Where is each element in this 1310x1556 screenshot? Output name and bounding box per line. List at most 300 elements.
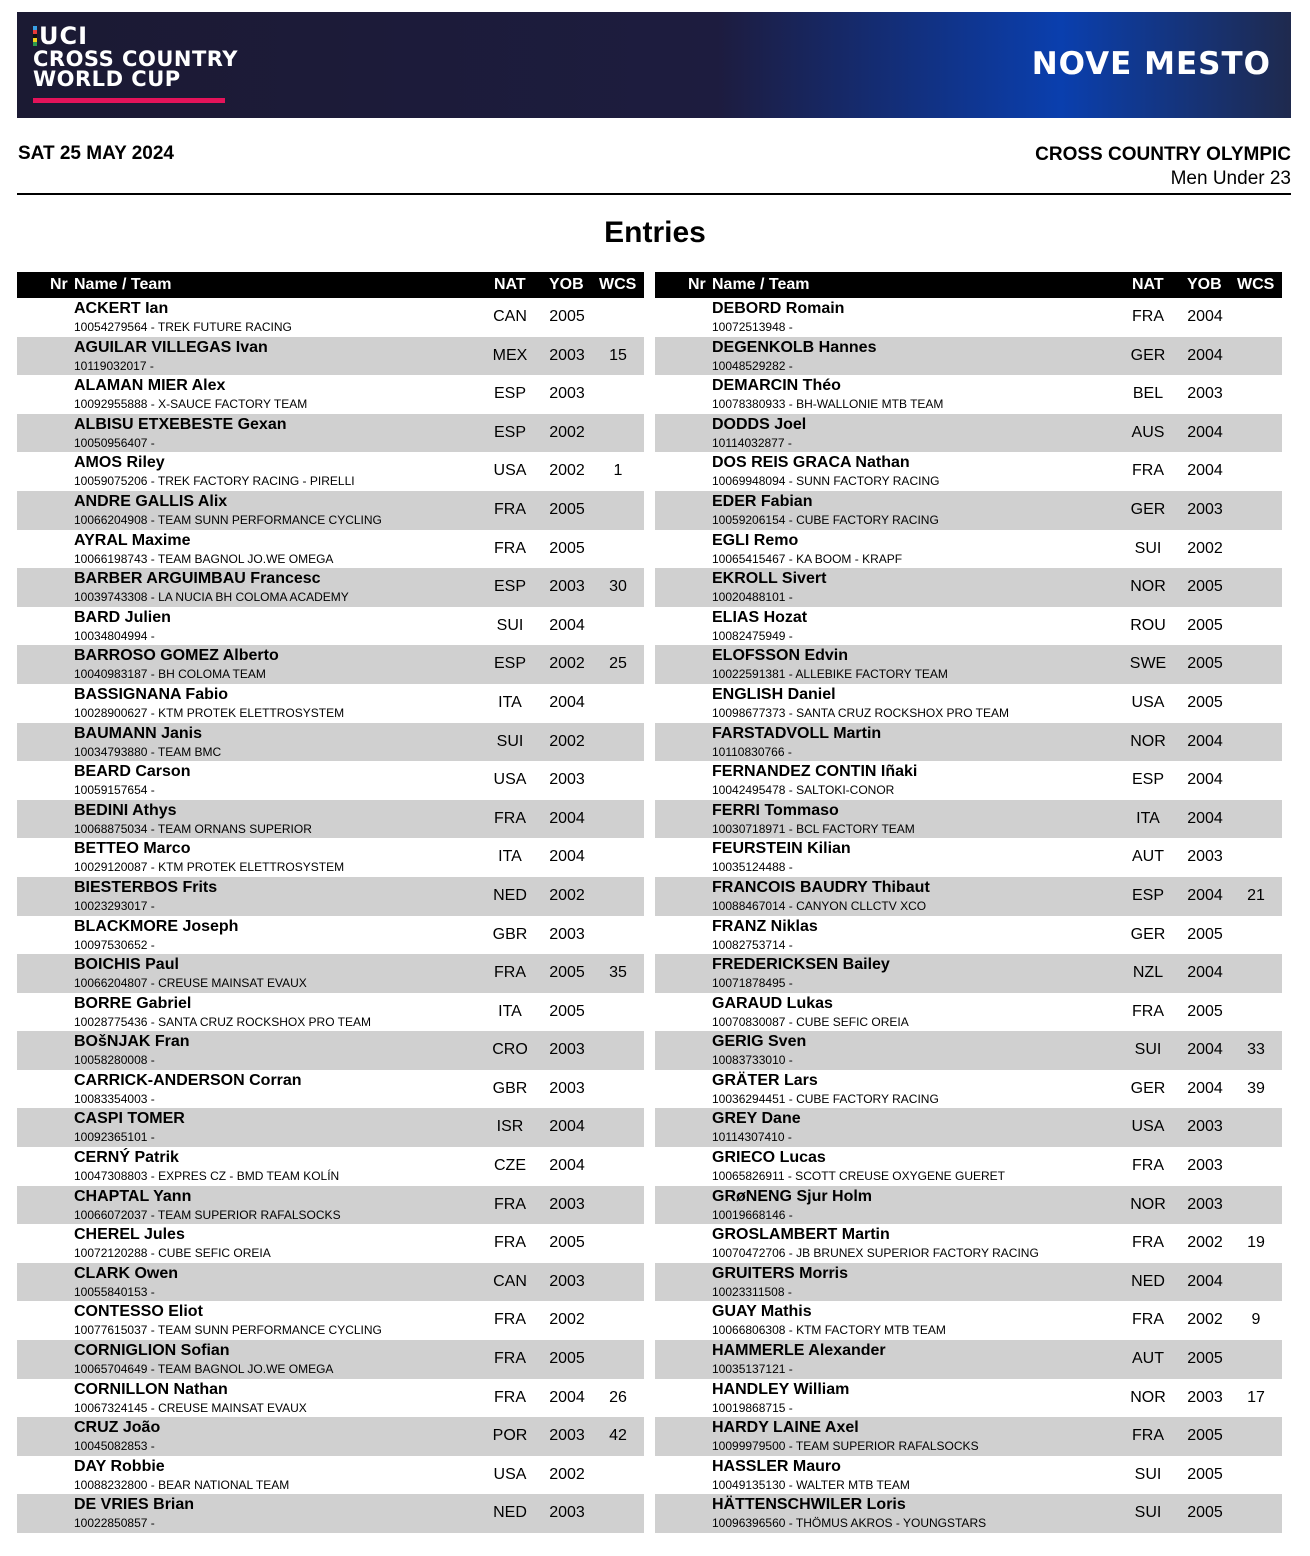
rider-team: 10099979500 - TEAM SUPERIOR RAFALSOCKS bbox=[712, 1439, 979, 1454]
table-row bbox=[17, 1417, 644, 1456]
rider-name: BEDINI Athys bbox=[74, 801, 177, 819]
rider-team: 10077615037 - TEAM SUNN PERFORMANCE CYCLING bbox=[74, 1323, 382, 1338]
table-row bbox=[655, 1070, 1282, 1109]
table-row bbox=[655, 954, 1282, 993]
col-yob: YOB bbox=[1187, 276, 1222, 293]
rider-name: CASPI TOMER bbox=[74, 1110, 185, 1128]
rider-nat: FRA bbox=[494, 1388, 526, 1406]
rider-team: 10054279564 - TREK FUTURE RACING bbox=[74, 320, 292, 334]
rider-yob: 2003 bbox=[1187, 385, 1223, 403]
table-row bbox=[655, 1031, 1282, 1070]
table-row bbox=[17, 838, 644, 877]
rider-name: DODDS Joel bbox=[712, 415, 807, 433]
rider-name: CONTESSO Eliot bbox=[74, 1303, 203, 1321]
rider-name: BOšNJAK Fran bbox=[74, 1033, 190, 1051]
table-row bbox=[17, 1456, 644, 1495]
rider-nat: GBR bbox=[492, 1079, 528, 1097]
rider-name: FRANZ Niklas bbox=[712, 917, 818, 935]
rider-yob: 2005 bbox=[549, 1002, 585, 1020]
rider-name: AGUILAR VILLEGAS Ivan bbox=[74, 338, 268, 356]
rider-yob: 2003 bbox=[1187, 1118, 1223, 1136]
rider-team: 10023293017 - bbox=[74, 898, 155, 913]
rider-yob: 2004 bbox=[1187, 886, 1223, 904]
rider-team: 10070472706 - JB BRUNEX SUPERIOR FACTORY RACING bbox=[712, 1246, 1039, 1261]
rider-yob: 2004 bbox=[1187, 964, 1223, 982]
rider-name: CORNILLON Nathan bbox=[74, 1380, 228, 1398]
rider-name: FEURSTEIN Kilian bbox=[712, 840, 851, 858]
rider-name: CARRICK-ANDERSON Corran bbox=[74, 1071, 302, 1089]
rider-nat: FRA bbox=[1132, 308, 1164, 325]
rider-yob: 2003 bbox=[549, 385, 585, 403]
rider-name: EKROLL Sivert bbox=[712, 570, 827, 588]
event-title: CROSS COUNTRY OLYMPIC bbox=[1035, 144, 1291, 165]
rider-name: EGLI Remo bbox=[712, 531, 799, 549]
table-row bbox=[655, 1147, 1282, 1186]
table-row bbox=[17, 1379, 644, 1418]
rider-team: 10039743308 - LA NUCIA BH COLOMA ACADEMY bbox=[74, 590, 349, 605]
rider-wcs: 26 bbox=[609, 1388, 627, 1406]
rider-nat: SUI bbox=[496, 732, 524, 750]
table-header bbox=[655, 272, 1282, 298]
rider-yob: 2003 bbox=[549, 925, 585, 943]
rider-nat: USA bbox=[493, 771, 527, 789]
table-row bbox=[17, 723, 644, 762]
rider-wcs: 1 bbox=[613, 462, 623, 480]
rider-yob: 2003 bbox=[549, 1195, 585, 1213]
rider-team: 10066198743 - TEAM BAGNOL JO.WE OMEGA bbox=[74, 551, 334, 566]
rider-team: 10059157654 - bbox=[74, 783, 155, 798]
rider-nat: FRA bbox=[494, 964, 526, 982]
table-row bbox=[17, 414, 644, 453]
rider-nat: FRA bbox=[494, 1195, 526, 1213]
rider-name: BASSIGNANA Fabio bbox=[74, 685, 229, 703]
table-row bbox=[17, 607, 644, 646]
rider-name: FERNANDEZ CONTIN Iñaki bbox=[712, 763, 918, 781]
rider-yob: 2003 bbox=[1187, 500, 1223, 518]
rider-yob: 2004 bbox=[1187, 308, 1223, 325]
rider-nat: BEL bbox=[1132, 385, 1164, 403]
table-row bbox=[655, 337, 1282, 376]
table-row bbox=[17, 491, 644, 530]
rider-name: ELIAS Hozat bbox=[712, 608, 808, 626]
rider-yob: 2004 bbox=[549, 848, 585, 866]
rider-team: 10048529282 - bbox=[712, 358, 793, 373]
rider-nat: USA bbox=[1131, 1118, 1165, 1136]
rider-wcs: 21 bbox=[1247, 886, 1265, 904]
page-title: Entries bbox=[604, 216, 706, 249]
col-yob: YOB bbox=[549, 276, 584, 293]
rider-yob: 2004 bbox=[1187, 1079, 1223, 1097]
rider-nat: ESP bbox=[493, 423, 526, 441]
rider-nat: FRA bbox=[494, 539, 526, 557]
rider-yob: 2005 bbox=[1187, 1427, 1223, 1445]
rider-team: 10028775436 - SANTA CRUZ ROCKSHOX PRO TEAM bbox=[74, 1014, 371, 1029]
rider-team: 10072513948 - bbox=[712, 320, 793, 334]
table-row bbox=[17, 993, 644, 1032]
rider-name: CLARK Owen bbox=[74, 1264, 178, 1282]
logo-top-text: UCI bbox=[39, 22, 89, 50]
rider-team: 10070830087 - CUBE SEFIC OREIA bbox=[712, 1014, 909, 1029]
table-row bbox=[17, 1108, 644, 1147]
rider-yob: 2005 bbox=[1187, 1465, 1223, 1483]
table-row bbox=[17, 530, 644, 569]
rider-name: DOS REIS GRACA Nathan bbox=[712, 454, 910, 472]
rider-nat: ITA bbox=[498, 848, 522, 866]
rider-yob: 2004 bbox=[549, 616, 585, 634]
rider-yob: 2004 bbox=[1187, 809, 1223, 827]
rider-nat: ESP bbox=[1131, 886, 1164, 904]
table-row bbox=[17, 954, 644, 993]
rider-yob: 2005 bbox=[1187, 578, 1223, 596]
rider-nat: ESP bbox=[1131, 771, 1164, 789]
rider-name: DEMARCIN Théo bbox=[712, 377, 841, 395]
table-row bbox=[655, 645, 1282, 684]
rider-name: ANDRE GALLIS Alix bbox=[74, 492, 228, 510]
rainbow-stripes-icon bbox=[33, 26, 37, 46]
rider-yob: 2003 bbox=[549, 346, 585, 364]
rider-name: AMOS Riley bbox=[74, 454, 165, 472]
rider-yob: 2003 bbox=[549, 578, 585, 596]
rider-team: 10082753714 - bbox=[712, 937, 793, 952]
table-row bbox=[17, 568, 644, 607]
rider-name: HANDLEY William bbox=[712, 1380, 850, 1398]
rider-team: 10050956407 - bbox=[74, 435, 155, 450]
table-row bbox=[655, 1108, 1282, 1147]
col-nr: Nr bbox=[688, 276, 706, 293]
rider-name: ENGLISH Daniel bbox=[712, 685, 836, 703]
rider-team: 10078380933 - BH-WALLONIE MTB TEAM bbox=[712, 397, 944, 412]
rider-team: 10088232800 - BEAR NATIONAL TEAM bbox=[74, 1477, 290, 1492]
rider-nat: AUT bbox=[1132, 1350, 1164, 1368]
rider-yob: 2005 bbox=[549, 964, 585, 982]
table-row bbox=[17, 1263, 644, 1302]
rider-team: 10034804994 - bbox=[74, 628, 155, 643]
rider-nat: FRA bbox=[1132, 1311, 1164, 1329]
rider-nat: ISR bbox=[496, 1118, 524, 1136]
rider-nat: ROU bbox=[1130, 616, 1166, 634]
logo-underline bbox=[33, 98, 225, 103]
rider-yob: 2002 bbox=[549, 732, 585, 750]
rider-nat: GER bbox=[1130, 500, 1166, 518]
rider-team: 10047308803 - EXPRES CZ - BMD TEAM KOLÍN bbox=[74, 1169, 340, 1184]
rider-name: BIESTERBOS Frits bbox=[74, 878, 218, 896]
rider-name: DAY Robbie bbox=[74, 1457, 165, 1475]
rider-yob: 2005 bbox=[1187, 1002, 1223, 1020]
rider-name: HÄTTENSCHWILER Loris bbox=[712, 1496, 906, 1514]
rider-team: 10072120288 - CUBE SEFIC OREIA bbox=[74, 1246, 271, 1261]
table-row bbox=[17, 684, 644, 723]
rider-nat: CAN bbox=[493, 308, 527, 325]
rider-yob: 2003 bbox=[1187, 1157, 1223, 1175]
rider-team: 10092365101 - bbox=[74, 1130, 155, 1145]
rider-team: 10045082853 - bbox=[74, 1439, 155, 1454]
table-row bbox=[655, 568, 1282, 607]
rider-nat: FRA bbox=[494, 1234, 526, 1252]
table-row bbox=[17, 375, 644, 414]
rider-name: HAMMERLE Alexander bbox=[712, 1342, 886, 1360]
rider-nat: ESP bbox=[493, 385, 526, 403]
rider-nat: CAN bbox=[493, 1272, 527, 1290]
rider-team: 10071878495 - bbox=[712, 976, 793, 991]
col-wcs: WCS bbox=[599, 276, 637, 293]
rider-name: GRUITERS Morris bbox=[712, 1264, 849, 1282]
rider-team: 10022591381 - ALLEBIKE FACTORY TEAM bbox=[712, 667, 948, 682]
rider-nat: NOR bbox=[1130, 1195, 1166, 1213]
rider-team: 10066072037 - TEAM SUPERIOR RAFALSOCKS bbox=[74, 1207, 341, 1222]
rider-nat: ITA bbox=[498, 1002, 522, 1020]
rider-team: 10097530652 - bbox=[74, 937, 155, 952]
rider-name: GERIG Sven bbox=[712, 1033, 807, 1051]
rider-nat: POR bbox=[492, 1427, 528, 1445]
rider-yob: 2005 bbox=[549, 539, 585, 557]
rider-name: DE VRIES Brian bbox=[74, 1496, 195, 1514]
rider-team: 10022850857 - bbox=[74, 1516, 155, 1531]
table-row bbox=[655, 491, 1282, 530]
rider-team: 10114307410 - bbox=[712, 1130, 792, 1145]
rider-yob: 2002 bbox=[549, 655, 585, 673]
rider-name: ALBISU ETXEBESTE Gexan bbox=[74, 415, 287, 433]
rider-yob: 2003 bbox=[549, 1041, 585, 1059]
rider-yob: 2004 bbox=[549, 809, 585, 827]
rider-name: ELOFSSON Edvin bbox=[712, 647, 849, 665]
rider-yob: 2004 bbox=[1187, 423, 1223, 441]
rider-team: 10067324145 - CREUSE MAINSAT EVAUX bbox=[74, 1400, 307, 1415]
rider-nat: NOR bbox=[1130, 1388, 1166, 1406]
rider-name: ALAMAN MIER Alex bbox=[74, 377, 226, 395]
rider-team: 10034793880 - TEAM BMC bbox=[74, 744, 222, 759]
rider-team: 10098677373 - SANTA CRUZ ROCKSHOX PRO TEAM bbox=[712, 705, 1009, 720]
rider-yob: 2002 bbox=[549, 462, 585, 480]
rider-name: CHAPTAL Yann bbox=[74, 1187, 192, 1205]
col-wcs: WCS bbox=[1237, 276, 1275, 293]
rider-nat: NZL bbox=[1132, 964, 1164, 982]
table-row bbox=[17, 1224, 644, 1263]
rider-nat: NOR bbox=[1130, 578, 1166, 596]
table-row bbox=[17, 1147, 644, 1186]
table-row bbox=[17, 645, 644, 684]
table-row bbox=[655, 414, 1282, 453]
table-row bbox=[655, 1379, 1282, 1418]
rider-wcs: 19 bbox=[1247, 1234, 1265, 1252]
rider-name: BLACKMORE Joseph bbox=[74, 917, 239, 935]
rider-yob: 2003 bbox=[1187, 1195, 1223, 1213]
uci-logo bbox=[33, 22, 88, 50]
rider-nat: FRA bbox=[1132, 1234, 1164, 1252]
table-row bbox=[655, 723, 1282, 762]
rider-name: CORNIGLION Sofian bbox=[74, 1342, 230, 1360]
rider-yob: 2005 bbox=[1187, 693, 1223, 711]
table-body bbox=[655, 298, 1282, 1533]
rider-nat: FRA bbox=[494, 809, 526, 827]
table-row bbox=[655, 761, 1282, 800]
logo-line-1: CROSS COUNTRY bbox=[33, 47, 238, 71]
rider-nat: FRA bbox=[494, 500, 526, 518]
rider-name: AYRAL Maxime bbox=[74, 531, 191, 549]
rider-yob: 2004 bbox=[549, 1118, 585, 1136]
header-divider bbox=[17, 193, 1291, 195]
event-banner bbox=[17, 12, 1291, 118]
col-name-team: Name / Team bbox=[74, 276, 172, 293]
rider-nat: AUS bbox=[1131, 423, 1165, 441]
rider-wcs: 39 bbox=[1247, 1079, 1265, 1097]
table-row bbox=[655, 452, 1282, 491]
rider-name: GRIECO Lucas bbox=[712, 1149, 826, 1167]
table-row bbox=[17, 452, 644, 491]
rider-wcs: 42 bbox=[609, 1427, 627, 1445]
rider-team: 10020488101 - bbox=[712, 590, 793, 605]
rider-team: 10069948094 - SUNN FACTORY RACING bbox=[712, 474, 940, 489]
rider-yob: 2002 bbox=[1187, 1311, 1223, 1329]
rider-team: 10019668146 - bbox=[712, 1207, 793, 1222]
table-row bbox=[655, 1340, 1282, 1379]
rider-name: BORRE Gabriel bbox=[74, 994, 192, 1012]
rider-wcs: 35 bbox=[609, 964, 627, 982]
rider-team: 10092955888 - X-SAUCE FACTORY TEAM bbox=[74, 397, 308, 412]
rider-wcs: 25 bbox=[609, 655, 627, 673]
rider-name: ACKERT Ian bbox=[74, 300, 169, 317]
rider-team: 10068875034 - TEAM ORNANS SUPERIOR bbox=[74, 821, 312, 836]
table-row bbox=[17, 916, 644, 955]
rider-name: DEBORD Romain bbox=[712, 300, 845, 317]
rider-name: FERRI Tommaso bbox=[712, 801, 839, 819]
event-category: Men Under 23 bbox=[1170, 168, 1291, 189]
rider-name: CHEREL Jules bbox=[74, 1226, 185, 1244]
table-row bbox=[17, 1494, 644, 1533]
rider-team: 10042495478 - SALTOKI-CONOR bbox=[712, 783, 895, 798]
race-date: SAT 25 MAY 2024 bbox=[18, 143, 174, 164]
rider-nat: USA bbox=[493, 1465, 527, 1483]
rider-team: 10059206154 - CUBE FACTORY RACING bbox=[712, 512, 939, 527]
rider-yob: 2003 bbox=[549, 1272, 585, 1290]
rider-yob: 2003 bbox=[549, 771, 585, 789]
table-row bbox=[655, 1224, 1282, 1263]
rider-yob: 2005 bbox=[1187, 616, 1223, 634]
table-row bbox=[17, 800, 644, 839]
rider-name: CRUZ João bbox=[74, 1419, 161, 1437]
rider-team: 10035124488 - bbox=[712, 860, 793, 875]
rider-team: 10119032017 - bbox=[74, 358, 154, 373]
rider-yob: 2004 bbox=[549, 1388, 585, 1406]
rider-yob: 2005 bbox=[1187, 1504, 1223, 1522]
rider-name: FREDERICKSEN Bailey bbox=[712, 956, 890, 974]
col-nr: Nr bbox=[50, 276, 68, 293]
rider-name: BARBER ARGUIMBAU Francesc bbox=[74, 570, 321, 588]
table-row bbox=[655, 1301, 1282, 1340]
table-row bbox=[655, 607, 1282, 646]
rider-yob: 2004 bbox=[1187, 462, 1223, 480]
rider-team: 10040983187 - BH COLOMA TEAM bbox=[74, 667, 266, 682]
rider-yob: 2005 bbox=[549, 1234, 585, 1252]
event-info bbox=[1035, 143, 1291, 191]
table-row bbox=[655, 530, 1282, 569]
rider-nat: ITA bbox=[498, 693, 522, 711]
rider-nat: GER bbox=[1130, 346, 1166, 364]
rider-name: HARDY LAINE Axel bbox=[712, 1419, 859, 1437]
rider-wcs: 9 bbox=[1251, 1311, 1261, 1329]
rider-nat: SUI bbox=[496, 616, 524, 634]
table-row bbox=[17, 877, 644, 916]
rider-yob: 2003 bbox=[1187, 848, 1223, 866]
rider-team: 10066204807 - CREUSE MAINSAT EVAUX bbox=[74, 976, 307, 991]
rider-name: BARD Julien bbox=[74, 608, 171, 626]
rider-nat: GBR bbox=[492, 925, 528, 943]
rider-team: 10065826911 - SCOTT CREUSE OXYGENE GUERET bbox=[712, 1169, 1005, 1184]
rider-yob: 2002 bbox=[1187, 539, 1223, 557]
table-row bbox=[655, 1186, 1282, 1225]
rider-name: CERNÝ Patrik bbox=[74, 1149, 179, 1167]
table-row bbox=[655, 916, 1282, 955]
rider-nat: NED bbox=[493, 1504, 527, 1522]
table-row bbox=[17, 298, 644, 337]
rider-team: 10114032877 - bbox=[712, 435, 792, 450]
rider-yob: 2005 bbox=[549, 308, 585, 325]
rider-team: 10082475949 - bbox=[712, 628, 793, 643]
rider-yob: 2004 bbox=[1187, 1272, 1223, 1290]
rider-yob: 2002 bbox=[549, 423, 585, 441]
rider-yob: 2002 bbox=[549, 886, 585, 904]
rider-yob: 2004 bbox=[1187, 1041, 1223, 1059]
rider-name: GARAUD Lukas bbox=[712, 994, 833, 1012]
rider-nat: ESP bbox=[493, 578, 526, 596]
table-row bbox=[655, 993, 1282, 1032]
rider-nat: FRA bbox=[1132, 1427, 1164, 1445]
rider-name: EDER Fabian bbox=[712, 492, 813, 510]
table-row bbox=[655, 684, 1282, 723]
rider-team: 10029120087 - KTM PROTEK ELETTROSYSTEM bbox=[74, 860, 345, 875]
rider-name: GREY Dane bbox=[712, 1110, 801, 1128]
logo-line-2: WORLD CUP bbox=[33, 67, 181, 91]
rider-nat: ITA bbox=[1136, 809, 1160, 827]
table-header bbox=[17, 272, 644, 298]
rider-nat: SWE bbox=[1129, 655, 1167, 673]
table-row bbox=[17, 1031, 644, 1070]
rider-yob: 2004 bbox=[549, 1157, 585, 1175]
rider-nat: USA bbox=[1131, 693, 1165, 711]
rider-nat: FRA bbox=[1132, 1002, 1164, 1020]
rider-nat: CRO bbox=[492, 1041, 528, 1059]
rider-name: GUAY Mathis bbox=[712, 1303, 812, 1321]
rider-nat: ESP bbox=[493, 655, 526, 673]
rider-name: GROSLAMBERT Martin bbox=[712, 1226, 890, 1244]
rider-yob: 2004 bbox=[549, 693, 585, 711]
rider-nat: SUI bbox=[1134, 1465, 1162, 1483]
rider-nat: FRA bbox=[494, 1311, 526, 1329]
rider-yob: 2005 bbox=[1187, 1350, 1223, 1368]
rider-wcs: 17 bbox=[1247, 1388, 1265, 1406]
rider-team: 10083733010 - bbox=[712, 1053, 793, 1068]
col-nat: NAT bbox=[1132, 276, 1164, 293]
entries-table-left bbox=[17, 272, 644, 1533]
rider-team: 10083354003 - bbox=[74, 1091, 155, 1106]
rider-name: GRøNENG Sjur Holm bbox=[712, 1187, 873, 1205]
rider-nat: SUI bbox=[1134, 1504, 1162, 1522]
rider-name: DEGENKOLB Hannes bbox=[712, 338, 877, 356]
rider-yob: 2003 bbox=[1187, 1388, 1223, 1406]
table-row bbox=[655, 800, 1282, 839]
rider-team: 10023311508 - bbox=[712, 1284, 792, 1299]
entries-table-right bbox=[655, 272, 1282, 1533]
venue-title: NOVE MESTO bbox=[1031, 46, 1271, 82]
rider-wcs: 33 bbox=[1247, 1041, 1265, 1059]
rider-name: BETTEO Marco bbox=[74, 840, 191, 858]
table-row bbox=[655, 1263, 1282, 1302]
rider-yob: 2005 bbox=[1187, 655, 1223, 673]
rider-yob: 2002 bbox=[549, 1465, 585, 1483]
rider-team: 10110830766 - bbox=[712, 744, 792, 759]
rider-team: 10019868715 - bbox=[712, 1400, 793, 1415]
rider-name: FRANCOIS BAUDRY Thibaut bbox=[712, 878, 930, 896]
rider-name: GRÄTER Lars bbox=[712, 1071, 818, 1089]
